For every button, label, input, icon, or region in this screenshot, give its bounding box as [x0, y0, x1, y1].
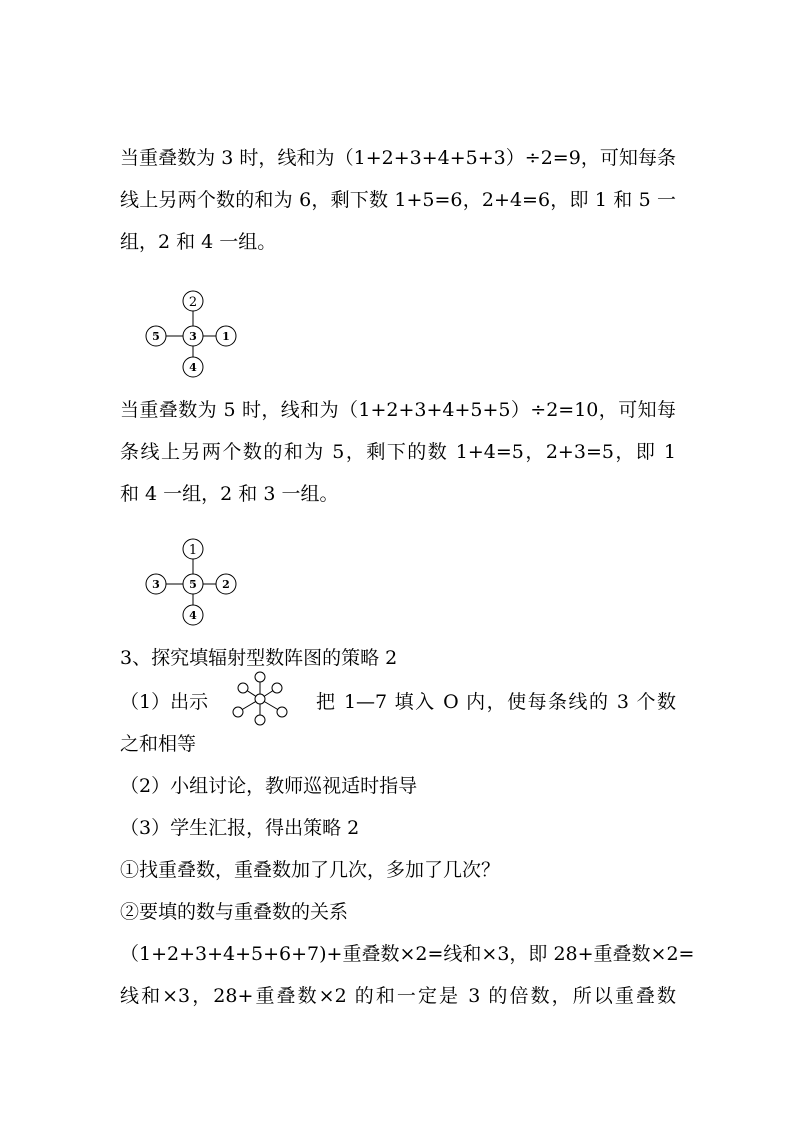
figure1-bottom-number: 4 [189, 361, 197, 374]
figure1-top-number: 2 [188, 295, 198, 310]
cross-diagram-2 [140, 536, 240, 628]
point-2: ②要填的数与重叠数的关系 [120, 901, 349, 923]
step-1-prefix: （1）出示 [120, 691, 209, 713]
cross-diagram-1 [140, 288, 240, 380]
figure2-center-number: 5 [189, 578, 197, 591]
formula-line-2: 线和×3，28+重叠数×2 的和一定是 3 的倍数，所以重叠数 [120, 985, 676, 1007]
step-1-instruction: 把 1—7 填入 O 内，使每条线的 3 个数 [316, 691, 676, 713]
step-3: （3）学生汇报，得出策略 2 [120, 817, 360, 839]
formula-line-1: （1+2+3+4+5+6+7)+重叠数×2=线和×3，即 28+重叠数×2= [120, 943, 695, 965]
paragraph-2-line-3: 和 4 一组，2 和 3 一组。 [120, 483, 339, 505]
figure1-left-number: 5 [152, 330, 160, 343]
figure1-right-number: 1 [222, 330, 230, 343]
step-1-continuation: 之和相等 [120, 733, 197, 755]
paragraph-2-line-2: 条线上另两个数的和为 5，剩下的数 1+4=5，2+3=5，即 1 [120, 441, 676, 463]
radial-diagram-icon [230, 670, 290, 726]
figure2-bottom-number: 4 [189, 609, 197, 622]
figure2-left-number: 3 [152, 578, 160, 591]
figure1-center-number: 3 [189, 330, 197, 343]
section-heading: 3、探究填辐射型数阵图的策略 2 [120, 647, 398, 669]
paragraph-1-line-2: 线上另两个数的和为 6，剩下数 1+5=6，2+4=6，即 1 和 5 一 [120, 189, 676, 211]
figure2-top-number: 1 [188, 543, 198, 558]
paragraph-1-line-1: 当重叠数为 3 时，线和为（1+2+3+4+5+3）÷2=9，可知每条 [120, 147, 676, 169]
point-1: ①找重叠数，重叠数加了几次，多加了几次？ [120, 859, 501, 881]
step-2: （2）小组讨论，教师巡视适时指导 [120, 775, 418, 797]
paragraph-2-line-1: 当重叠数为 5 时，线和为（1+2+3+4+5+5）÷2=10，可知每 [120, 399, 676, 421]
figure2-right-number: 2 [222, 578, 230, 591]
paragraph-1-line-3: 组，2 和 4 一组。 [120, 231, 277, 253]
